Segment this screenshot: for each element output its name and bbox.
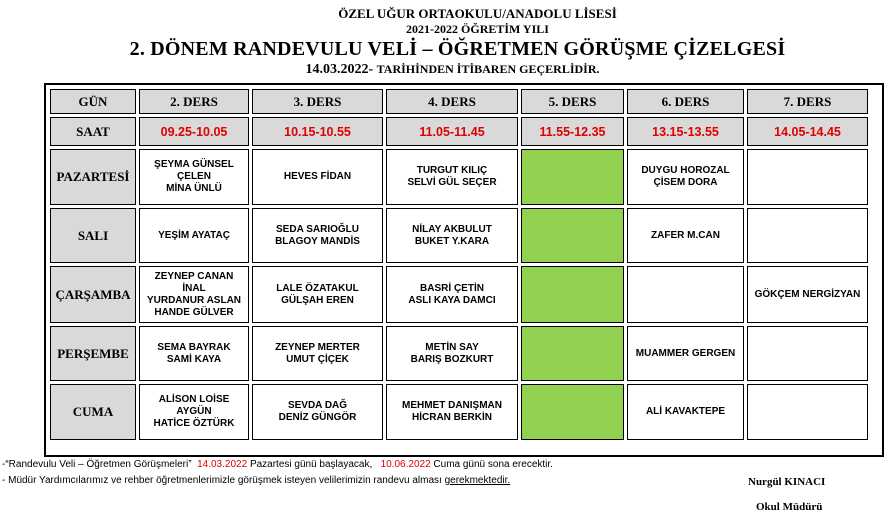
day-row: [50, 384, 868, 440]
lesson-time: 09.25-10.05: [139, 117, 249, 146]
teacher-name: HİCRAN BERKİN: [412, 412, 492, 423]
schedule-cell: [252, 384, 383, 440]
lesson-time: 11.05-11.45: [386, 117, 518, 146]
schedule-cell: [386, 326, 518, 381]
day-name: PERŞEMBE: [50, 326, 136, 381]
schedule-cell: [627, 384, 744, 440]
schedule-cell: [521, 208, 624, 263]
signature-name: Nurgül KINACI: [748, 476, 826, 488]
schedule-cell: [521, 384, 624, 440]
schedule-cell: [521, 149, 624, 205]
teacher-name: BLAGOY MANDİS: [275, 235, 360, 247]
end-date: 10.06.2022: [380, 459, 431, 470]
schedule-cell: [252, 266, 383, 323]
schedule-table: [47, 86, 871, 443]
lesson-time: 14.05-14.45: [747, 117, 868, 146]
footer-note-suffix: Cuma günü sona erecektir.: [433, 459, 553, 470]
day-row: [50, 149, 868, 205]
teacher-name: BUKET Y.KARA: [414, 235, 490, 247]
schedule-cell: [139, 266, 249, 323]
teacher-name: BASRİ ÇETİN: [420, 282, 484, 294]
day-name: ÇARŞAMBA: [50, 266, 136, 323]
day-column-header: GÜN: [50, 89, 136, 114]
teacher-name: SEMA BAYRAK: [157, 341, 231, 353]
teacher-name: YEŞİM AYATAÇ: [158, 229, 230, 241]
teacher-name: METİN SAY: [425, 341, 479, 353]
teacher-name: SEVDA DAĞ: [287, 400, 348, 411]
schedule-cell: [252, 326, 383, 381]
teacher-name: BARIŞ BOZKURT: [410, 353, 494, 365]
teacher-name: ASLI KAYA DAMCI: [408, 294, 496, 306]
teacher-name: SELVİ GÜL SEÇER: [407, 177, 497, 188]
schedule-cell: [386, 384, 518, 440]
lesson-header: 3. DERS: [252, 89, 383, 114]
teacher-name: SAMİ KAYA: [166, 353, 222, 365]
teacher-name: YURDANUR ASLAN: [146, 294, 242, 306]
lesson-time: 10.15-10.55: [252, 117, 383, 146]
teacher-name: SEDA SARIOĞLU: [276, 223, 359, 235]
teacher-name: ZAFER M.CAN: [651, 229, 720, 241]
day-name: PAZARTESİ: [50, 149, 136, 205]
teacher-name: ŞEYMA GÜNSEL: [154, 159, 234, 170]
signature-title: Okul Müdürü: [756, 501, 823, 513]
schedule-cell: [747, 384, 868, 440]
lesson-header-row: [50, 89, 868, 114]
teacher-name: DENİZ GÜNGÖR: [278, 412, 357, 423]
teacher-name: TURGUT KILIÇ: [416, 165, 488, 176]
teacher-name: GÖKÇEM NERGİZYAN: [754, 288, 861, 300]
schedule-cell: [627, 208, 744, 263]
teacher-name: ÇİSEM DORA: [653, 177, 718, 188]
schedule-cell: [521, 266, 624, 323]
teacher-name: ALİ KAVAKTEPE: [645, 406, 726, 417]
teacher-name: ÇELEN: [177, 171, 211, 182]
day-row: [50, 208, 868, 263]
day-name: CUMA: [50, 384, 136, 440]
schedule-cell: [627, 266, 744, 323]
lesson-header: 6. DERS: [627, 89, 744, 114]
start-date: 14.03.2022: [197, 459, 248, 470]
validity-text: TARİHİNDEN İTİBAREN GEÇERLİDİR.: [376, 62, 600, 76]
teacher-name: GÜLŞAH EREN: [281, 294, 354, 306]
schedule-cell: [521, 326, 624, 381]
teacher-name: MİNA ÜNLÜ: [166, 183, 222, 194]
teacher-name: HATİCE ÖZTÜRK: [153, 418, 235, 429]
teacher-name: MUAMMER GERGEN: [635, 347, 736, 359]
schedule-cell: [252, 208, 383, 263]
lesson-header: 4. DERS: [386, 89, 518, 114]
day-name: SALI: [50, 208, 136, 263]
schedule-cell: [627, 326, 744, 381]
footer-note-appointment: [2, 475, 510, 486]
footer-note-dates: [2, 459, 553, 470]
time-row: [50, 117, 868, 146]
day-row: [50, 326, 868, 381]
teacher-name: HANDE GÜLVER: [154, 306, 234, 318]
schedule-cell: [139, 208, 249, 263]
teacher-name: DUYGU HOROZAL: [641, 165, 730, 176]
school-name: ÖZEL UĞUR ORTAOKULU/ANADOLU LİSESİ: [338, 6, 617, 21]
teacher-name: AYGÜN: [176, 406, 212, 417]
lesson-time: 11.55-12.35: [521, 117, 624, 146]
teacher-name: LALE ÖZATAKUL: [276, 282, 359, 294]
appointment-note: - Müdür Yardımcılarımız ve rehber öğretmenlerimizle görüşmek isteyen velilerimizin randevu alması: [2, 475, 442, 486]
schedule-cell: [747, 326, 868, 381]
validity-line: [0, 62, 885, 78]
teacher-name: HEVES FİDAN: [283, 171, 352, 182]
schedule-cell: [386, 266, 518, 323]
schedule-cell: [252, 149, 383, 205]
teacher-name: ZEYNEP CANAN: [154, 270, 234, 282]
day-row: [50, 266, 868, 323]
footer-note-middle: Pazartesi günü başlayacak,: [249, 459, 373, 470]
page-title: 2. DÖNEM RANDEVULU VELİ – ÖĞRETMEN GÖRÜŞME ÇİZELGESİ: [129, 38, 786, 60]
lesson-header: 5. DERS: [521, 89, 624, 114]
teacher-name: ZEYNEP MERTER: [275, 341, 360, 353]
teacher-name: NİLAY AKBULUT: [412, 223, 492, 235]
validity-date: 14.03.2022-: [305, 62, 374, 77]
schedule-cell: [386, 149, 518, 205]
teacher-name: UMUT ÇİÇEK: [286, 353, 349, 365]
appointment-note-end: gerekmektedir.: [444, 475, 511, 486]
schedule-cell: [747, 266, 868, 323]
schedule-cell: [139, 384, 249, 440]
teacher-name: ALİSON LOİSE: [158, 394, 230, 405]
schedule-cell: [139, 149, 249, 205]
schedule-cell: [139, 326, 249, 381]
footer-note-prefix: -“Randevulu Veli – Öğretmen Görüşmeleri”: [2, 459, 192, 470]
schedule-cell: [627, 149, 744, 205]
teacher-name: İNAL: [182, 282, 206, 294]
schedule-cell: [747, 149, 868, 205]
lesson-time: 13.15-13.55: [627, 117, 744, 146]
teacher-name: MEHMET DANIŞMAN: [402, 400, 502, 411]
schedule-cell: [386, 208, 518, 263]
time-row-label: SAAT: [50, 117, 136, 146]
academic-year: 2021-2022 ÖĞRETİM YILI: [406, 22, 549, 36]
schedule-cell: [747, 208, 868, 263]
lesson-header: 7. DERS: [747, 89, 868, 114]
lesson-header: 2. DERS: [139, 89, 249, 114]
